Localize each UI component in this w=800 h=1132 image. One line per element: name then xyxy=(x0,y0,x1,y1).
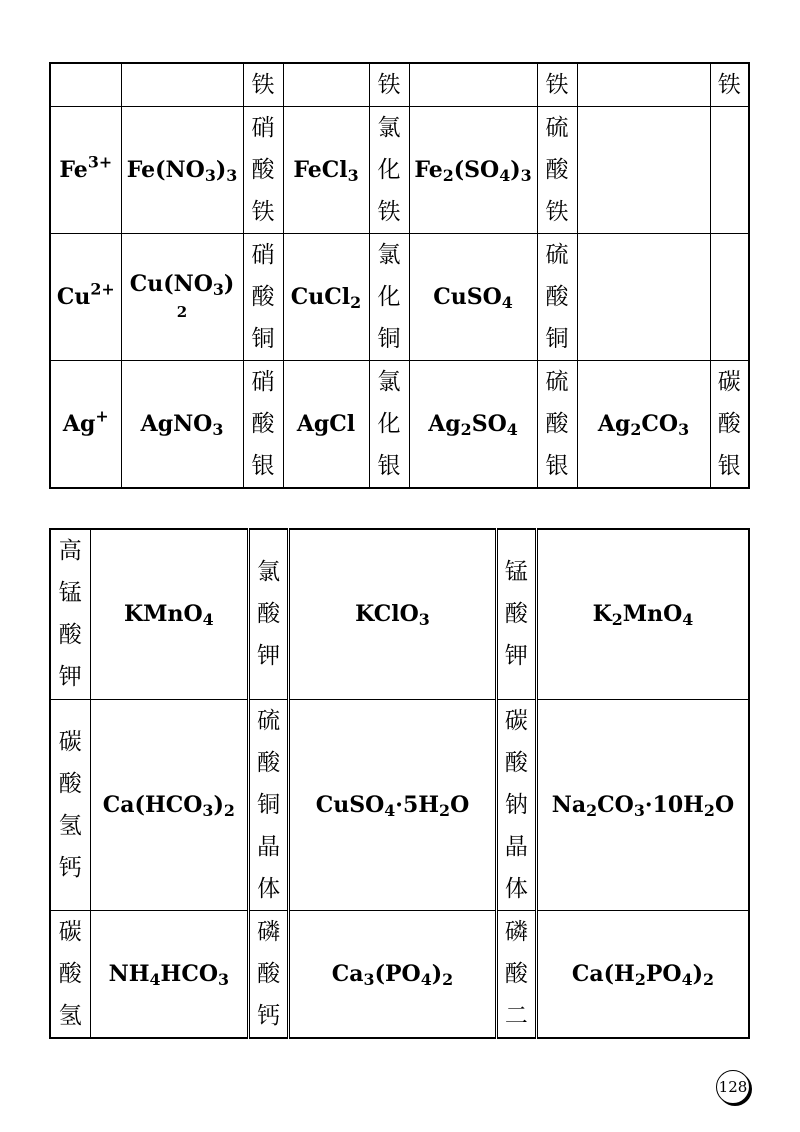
compound-row xyxy=(50,529,749,699)
carbonate-name-cell xyxy=(710,361,749,489)
vertical-name: 锰酸钾 xyxy=(504,559,528,670)
compound-name-cell xyxy=(50,699,90,910)
compound-name-cell xyxy=(496,910,536,1038)
compound-row xyxy=(50,699,749,910)
vertical-name: 硫酸铜 xyxy=(545,242,569,352)
compound-name-cell xyxy=(496,529,536,699)
vertical-name: 磷酸二 xyxy=(504,918,528,1029)
header-cell: 铁 xyxy=(710,63,749,107)
compound-table xyxy=(49,528,750,1039)
vertical-name: 碳酸银 xyxy=(717,369,741,479)
header-cell xyxy=(409,63,537,107)
compound-formula-cell: $Ca(HCO_3)_2$ xyxy=(90,699,248,910)
compound-name-cell xyxy=(249,699,289,910)
vertical-name: 硝酸银 xyxy=(251,369,275,479)
compound-row xyxy=(50,910,749,1038)
vertical-name: 硝酸铜 xyxy=(251,242,275,352)
chloride-name-cell xyxy=(369,107,409,234)
compound-name-cell xyxy=(50,910,90,1038)
compound-formula-cell: $CuSO_4\cdot 5H_2O$ xyxy=(289,699,497,910)
chloride-formula-cell: AgCl xyxy=(283,361,369,489)
ion-row xyxy=(50,234,749,361)
header-cell xyxy=(121,63,243,107)
nitrate-formula-cell: $Cu(NO_3)$ 2 xyxy=(121,234,243,361)
compound-name-cell xyxy=(50,529,90,699)
vertical-name: 氯化铁 xyxy=(377,115,401,225)
ion-salt-table xyxy=(49,62,750,489)
nitrate-name-cell xyxy=(243,361,283,489)
compound-name-cell xyxy=(249,910,289,1038)
vertical-name: 碳酸钠晶体 xyxy=(504,707,528,902)
sulfate-name-cell xyxy=(537,234,577,361)
compound-formula-cell: $Ca(H_2PO_4)_2$ xyxy=(536,910,749,1038)
nitrate-name-cell xyxy=(243,234,283,361)
sulfate-name-cell xyxy=(537,107,577,234)
vertical-name: 氯酸钾 xyxy=(257,559,281,670)
ion-cell: $Cu^{2+}$ xyxy=(50,234,121,361)
compound-name-cell xyxy=(496,699,536,910)
vertical-name: 硫酸铁 xyxy=(545,115,569,225)
sulfate-name-cell xyxy=(537,361,577,489)
header-row xyxy=(50,63,749,107)
compound-formula-cell: $Na_2CO_3\cdot 10H_2O$ xyxy=(536,699,749,910)
carbonate-name-cell xyxy=(710,107,749,234)
vertical-name: 硝酸铁 xyxy=(251,115,275,225)
header-cell xyxy=(283,63,369,107)
compound-name-cell xyxy=(249,529,289,699)
compound-formula-cell: KMnO$_4$ xyxy=(90,529,248,699)
vertical-name: 碳酸氢钙 xyxy=(58,728,82,881)
ion-cell: $Fe^{3+}$ xyxy=(50,107,121,234)
carbonate-name-cell xyxy=(710,234,749,361)
compound-formula-cell: $Ca_3(PO_4)_2$ xyxy=(289,910,497,1038)
vertical-name: 硫酸银 xyxy=(545,369,569,479)
carbonate-formula-cell: $Ag_2CO_3$ xyxy=(577,361,710,489)
ion-row xyxy=(50,107,749,234)
vertical-name: 硫酸铜晶体 xyxy=(257,707,281,902)
vertical-name: 磷酸钙 xyxy=(257,918,281,1029)
carbonate-formula-cell xyxy=(577,234,710,361)
sulfate-formula-cell: CuSO$_4$ xyxy=(409,234,537,361)
vertical-name: 碳酸氢 xyxy=(58,918,82,1029)
compound-formula-cell: KClO$_3$ xyxy=(289,529,497,699)
sulfate-formula-cell: $Fe_2(SO_4)_3$ xyxy=(409,107,537,234)
chloride-name-cell xyxy=(369,234,409,361)
nitrate-name-cell xyxy=(243,107,283,234)
vertical-name: 氯化铜 xyxy=(377,242,401,352)
ion-cell: Ag+ xyxy=(50,361,121,489)
header-cell: 铁 xyxy=(537,63,577,107)
compound-formula-cell: $K_2MnO_4$ xyxy=(536,529,749,699)
vertical-name: 高锰酸钾 xyxy=(58,538,82,691)
chloride-name-cell xyxy=(369,361,409,489)
vertical-name: 氯化银 xyxy=(377,369,401,479)
compound-formula-cell: $NH_4HCO_3$ xyxy=(90,910,248,1038)
nitrate-formula-cell: AgNO$_3$ xyxy=(121,361,243,489)
nitrate-formula-cell: $Fe(NO_3)_3$ xyxy=(121,107,243,234)
page-number: 128 xyxy=(716,1070,750,1104)
ion-row xyxy=(50,361,749,489)
carbonate-formula-cell xyxy=(577,107,710,234)
sulfate-formula-cell: $Ag_2SO_4$ xyxy=(409,361,537,489)
chloride-formula-cell: FeCl$_3$ xyxy=(283,107,369,234)
header-cell: 铁 xyxy=(369,63,409,107)
header-cell xyxy=(577,63,710,107)
chloride-formula-cell: CuCl$_2$ xyxy=(283,234,369,361)
header-cell: 铁 xyxy=(243,63,283,107)
header-cell xyxy=(50,63,121,107)
